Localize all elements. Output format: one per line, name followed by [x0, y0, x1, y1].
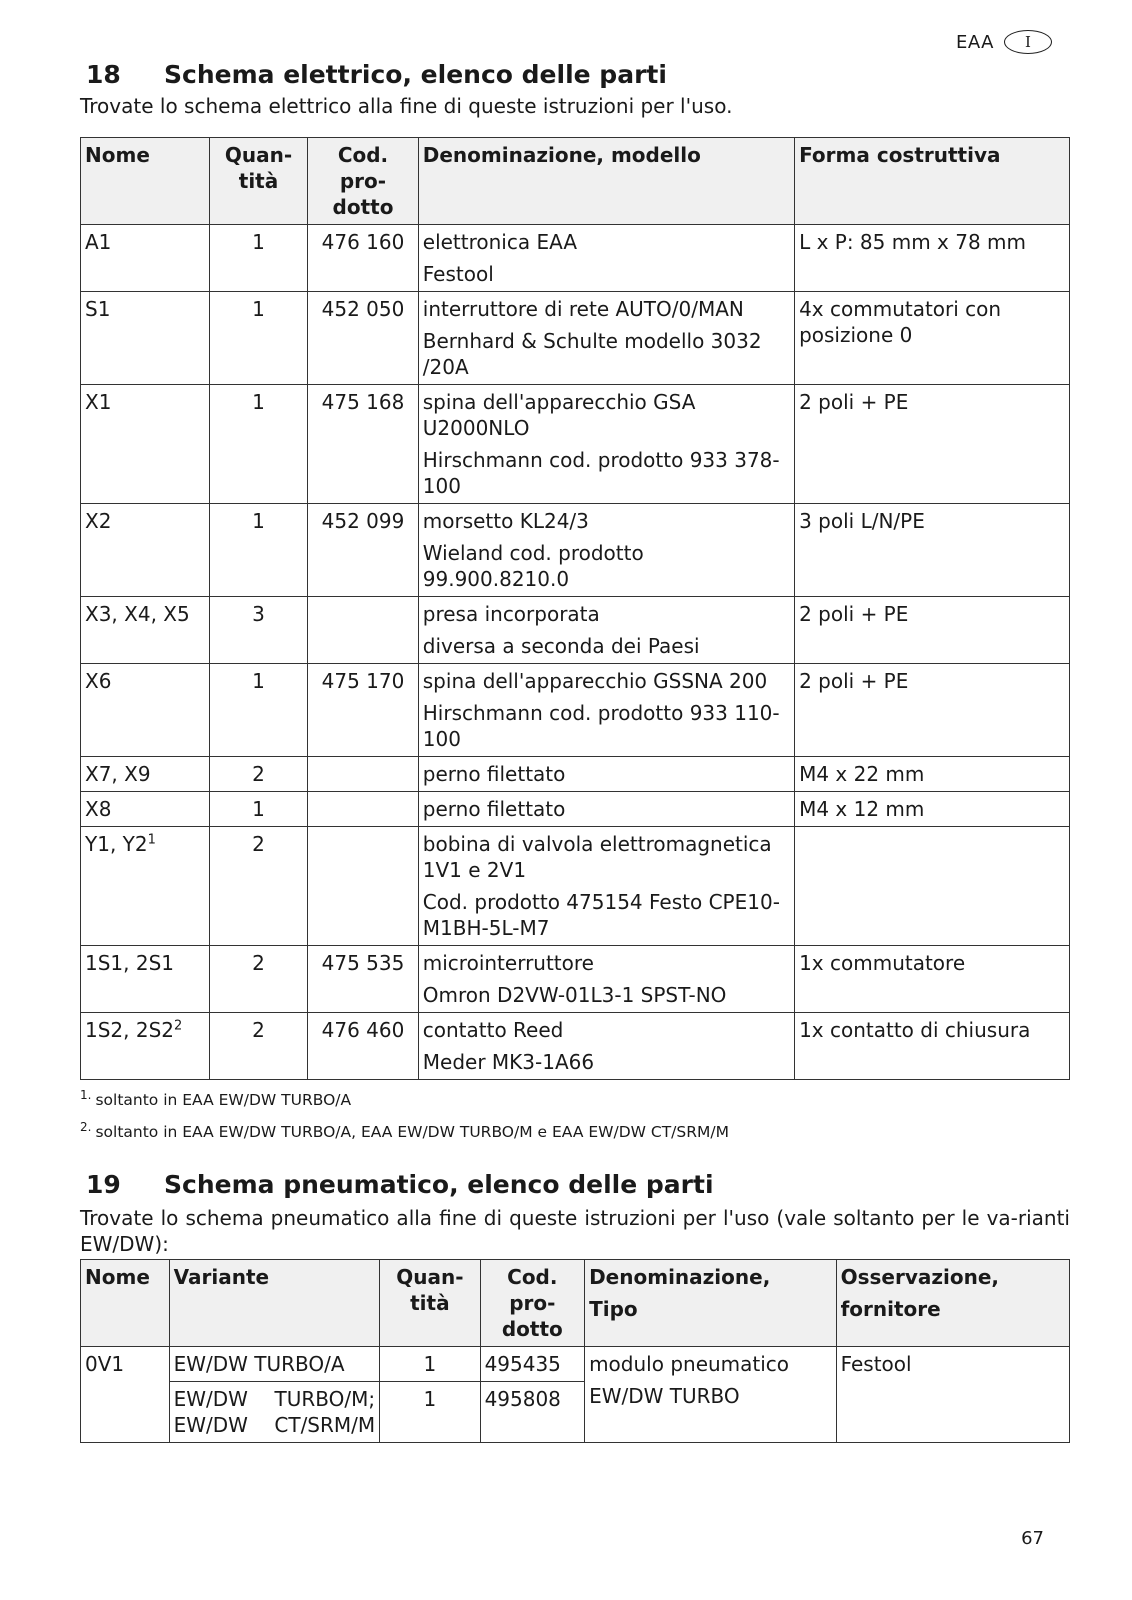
pneumatic-parts-table	[80, 1259, 1070, 1443]
cell-code: 476 160	[308, 225, 419, 292]
table-row	[81, 1347, 1070, 1382]
cell-form: M4 x 12 mm	[795, 792, 1070, 827]
table-row	[81, 225, 1070, 292]
cell-description: elettronica EAA Festool	[418, 225, 794, 292]
cell-variant: EW/DW TURBO/A	[169, 1347, 380, 1382]
cell-description: presa incorporata diversa a seconda dei Paesi	[418, 597, 794, 664]
cell-name: X3, X4, X5	[81, 597, 210, 664]
cell-code: 495435	[480, 1347, 585, 1382]
cell-form: 1x contatto di chiusura	[795, 1013, 1070, 1080]
cell-name: Y1, $Y2^1$	[81, 827, 210, 946]
footnote-text: soltanto in EAA EW/DW TURBO/A, EAA EW/DW TURBO/M e EAA EW/DW CT/SRM/M	[95, 1123, 729, 1142]
footnote-text: soltanto in EAA EW/DW TURBO/A	[95, 1091, 352, 1110]
cell-description: modulo pneumatico EW/DW TURBO	[585, 1347, 837, 1443]
cell-name: X1	[81, 385, 210, 504]
section-19-heading	[80, 1170, 714, 1199]
column-header-variant: Variante	[169, 1260, 380, 1347]
table-row	[81, 792, 1070, 827]
table-row	[81, 597, 1070, 664]
cell-quantity: 1	[380, 1347, 480, 1382]
column-header-note: Osservazione, fornitore	[836, 1260, 1069, 1347]
cell-quantity: 1	[209, 292, 307, 385]
cell-quantity: 1	[209, 664, 307, 757]
cell-quantity: 2	[209, 757, 307, 792]
cell-name: X8	[81, 792, 210, 827]
table-row	[81, 827, 1070, 946]
cell-name: X6	[81, 664, 210, 757]
cell-name: X7, X9	[81, 757, 210, 792]
cell-form: L x P: 85 mm x 78 mm	[795, 225, 1070, 292]
cell-description: perno filettato	[418, 792, 794, 827]
cell-code: 452 099	[308, 504, 419, 597]
cell-code	[308, 757, 419, 792]
cell-description: spina dell'apparecchio GSA U2000NLO Hirschmann cod. prodotto 933 378-100	[418, 385, 794, 504]
language-badge: I	[1004, 30, 1052, 54]
electrical-parts-rows	[81, 225, 1070, 1080]
table-row	[81, 292, 1070, 385]
footnote-reference: 1	[147, 832, 156, 848]
page-number: 67	[1021, 1528, 1044, 1549]
cell-form: 4x commutatori con posizione 0	[795, 292, 1070, 385]
table-row	[81, 1013, 1070, 1080]
cell-form: 3 poli L/N/PE	[795, 504, 1070, 597]
section-title: Schema elettrico, elenco delle parti	[164, 60, 667, 89]
cell-code: 475 535	[308, 946, 419, 1013]
cell-name: 1S2, $2S2^2$	[81, 1013, 210, 1080]
cell-code: 475 170	[308, 664, 419, 757]
cell-quantity: 1	[380, 1382, 480, 1443]
cell-description: microinterruttore Omron D2VW-01L3-1 SPST-NO	[418, 946, 794, 1013]
footnote-mark: 1.	[80, 1088, 92, 1102]
page-header	[956, 30, 1052, 54]
section-18-heading	[80, 60, 667, 89]
cell-form: 2 poli + PE	[795, 664, 1070, 757]
cell-quantity: 2	[209, 1013, 307, 1080]
column-header-quantity: Quan- tità	[380, 1260, 480, 1347]
cell-description: interruttore di rete AUTO/0/MAN Bernhard & Schulte modello 3032 /20A	[418, 292, 794, 385]
cell-form: 1x commutatore	[795, 946, 1070, 1013]
cell-quantity: 1	[209, 385, 307, 504]
column-header-code: Cod. pro- dotto	[480, 1260, 585, 1347]
column-header-description: Denominazione, modello	[418, 138, 794, 225]
footnote-2	[80, 1120, 729, 1141]
cell-description: contatto Reed Meder MK3-1A66	[418, 1013, 794, 1080]
cell-quantity: 3	[209, 597, 307, 664]
footnote-1	[80, 1088, 351, 1109]
column-header-description: Denominazione, Tipo	[585, 1260, 837, 1347]
section-19-intro: Trovate lo schema pneumatico alla fine di queste istruzioni per l'uso (vale soltanto per le va-rianti EW/DW):	[80, 1206, 1070, 1256]
section-number: 19	[86, 1170, 121, 1199]
column-header-form: Forma costruttiva	[795, 138, 1070, 225]
cell-note: Festool	[836, 1347, 1069, 1443]
section-18-intro: Trovate lo schema elettrico alla fine di queste istruzioni per l'uso.	[80, 94, 733, 118]
table-header-row	[81, 1260, 1070, 1347]
table-row	[81, 504, 1070, 597]
model-label: EAA	[955, 31, 994, 53]
cell-variant: EW/DW TURBO/M; EW/DW CT/SRM/M	[169, 1382, 380, 1443]
cell-description: morsetto KL24/3 Wieland cod. prodotto 99.900.8210.0	[418, 504, 794, 597]
table-row	[81, 757, 1070, 792]
cell-name: A1	[81, 225, 210, 292]
cell-name: S1	[81, 292, 210, 385]
cell-name: 1S1, 2S1	[81, 946, 210, 1013]
cell-form: 2 poli + PE	[795, 385, 1070, 504]
cell-form	[795, 827, 1070, 946]
cell-quantity: 1	[209, 792, 307, 827]
cell-description: perno filettato	[418, 757, 794, 792]
cell-quantity: 2	[209, 946, 307, 1013]
cell-quantity: 1	[209, 504, 307, 597]
column-header-quantity: Quan- tità	[209, 138, 307, 225]
table-row	[81, 664, 1070, 757]
column-header-code: Cod. pro- dotto	[308, 138, 419, 225]
footnote-reference: 2	[174, 1018, 183, 1034]
cell-form: 2 poli + PE	[795, 597, 1070, 664]
cell-description: bobina di valvola elettromagnetica 1V1 e 2V1 Cod. prodotto 475154 Festo CPE10-M1BH-5L-M7	[418, 827, 794, 946]
column-header-name: Nome	[81, 1260, 170, 1347]
cell-code: 495808	[480, 1382, 585, 1443]
cell-quantity: 1	[209, 225, 307, 292]
cell-code: 475 168	[308, 385, 419, 504]
cell-name: 0V1	[81, 1347, 170, 1443]
table-header-row	[81, 138, 1070, 225]
cell-quantity: 2	[209, 827, 307, 946]
cell-form: M4 x 22 mm	[795, 757, 1070, 792]
table-row	[81, 385, 1070, 504]
cell-code	[308, 827, 419, 946]
electrical-parts-table	[80, 137, 1070, 1080]
cell-name: X2	[81, 504, 210, 597]
cell-code: 476 460	[308, 1013, 419, 1080]
cell-description: spina dell'apparecchio GSSNA 200 Hirschmann cod. prodotto 933 110-100	[418, 664, 794, 757]
section-number: 18	[86, 60, 121, 89]
cell-code	[308, 792, 419, 827]
cell-code	[308, 597, 419, 664]
footnote-mark: 2.	[80, 1120, 92, 1134]
column-header-name: Nome	[81, 138, 210, 225]
cell-code: 452 050	[308, 292, 419, 385]
section-title: Schema pneumatico, elenco delle parti	[164, 1170, 714, 1199]
table-row	[81, 946, 1070, 1013]
